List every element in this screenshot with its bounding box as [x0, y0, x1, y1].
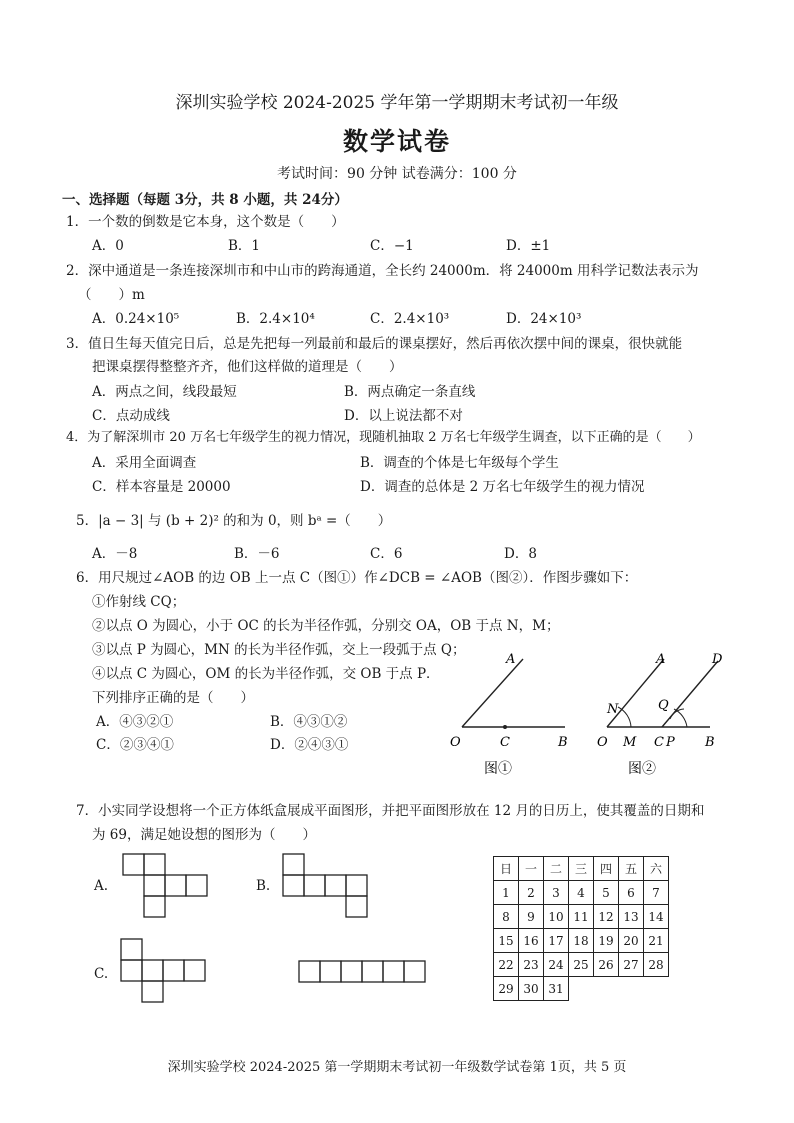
calendar-table — [493, 856, 669, 1001]
q4-option-d: D．调查的总体是 2 万名七年级学生的视力情况 — [360, 479, 645, 495]
q6-stem: 6．用尺规过∠AOB 的边 OB 上一点 C（图①）作∠DCB = ∠AOB（图②）．作图步骤如下： — [76, 570, 638, 586]
q5-option-c: C．6 — [370, 546, 403, 562]
q1-stem: 1．一个数的倒数是它本身，这个数是（ ） — [66, 214, 345, 230]
q5-option-a: A．－8 — [92, 546, 138, 562]
calendar-cell: 4 — [569, 881, 594, 905]
fig2-caption: 图② — [628, 761, 656, 777]
q1-option-b: B．1 — [228, 238, 261, 254]
calendar-cell: 10 — [544, 905, 569, 929]
q6-step-2: ②以点 O 为圆心，小于 OC 的长为半径作弧，分别交 OA，OB 于点 N，M； — [92, 618, 560, 634]
q7-stem-line2: 为 69，满足她设想的图形为（ ） — [92, 827, 316, 843]
q5-option-d: D．8 — [504, 546, 537, 562]
calendar-cell: 16 — [519, 929, 544, 953]
q2-option-b: B．2.4×10⁴ — [236, 311, 315, 327]
calendar-cell: 27 — [619, 953, 644, 977]
fig1-label-b: B — [558, 735, 568, 750]
fig2-label-d: D — [712, 652, 723, 667]
q2-option-a: A．0.24×10⁵ — [92, 311, 180, 327]
q3-stem-line1: 3．值日生每天值完日后，总是先把每一列最前和最后的课桌摆好，然后再依次摆中间的课桌，很快就能 — [66, 336, 683, 352]
calendar-cell: 20 — [619, 929, 644, 953]
q7-net-a — [120, 851, 212, 921]
calendar-row — [494, 881, 669, 905]
calendar-row — [494, 905, 669, 929]
fig2-label-m: M — [623, 735, 637, 750]
q3-option-a: A．两点之间，线段最短 — [92, 384, 237, 400]
q1-option-a: A．0 — [92, 238, 124, 254]
calendar-cell: 19 — [594, 929, 619, 953]
q4-option-b: B．调查的个体是七年级每个学生 — [360, 455, 559, 471]
q4-option-a: A．采用全面调查 — [92, 455, 197, 471]
calendar-row — [494, 929, 669, 953]
figure-1 — [440, 645, 590, 785]
calendar-cell: 9 — [519, 905, 544, 929]
calendar-cell: 17 — [544, 929, 569, 953]
q6-step-4: ④以点 C 为圆心，OM 的长为半径作弧，交 OB 于点 P． — [92, 666, 440, 682]
fig1-label-c: C — [500, 735, 510, 750]
calendar-cell: 26 — [594, 953, 619, 977]
calendar-cell: 7 — [644, 881, 669, 905]
q6-step-3: ③以点 P 为圆心，MN 的长为半径作弧，交上一段弧于点 Q； — [92, 642, 466, 658]
q1-option-c: C．−1 — [370, 238, 414, 254]
calendar-header: 二 — [544, 857, 569, 881]
calendar-cell: 22 — [494, 953, 519, 977]
calendar-cell: 23 — [519, 953, 544, 977]
q7-stem-line1: 7．小实同学设想将一个正方体纸盒展成平面图形，并把平面图形放在 12 月的日历上，使其覆盖的日期和 — [76, 803, 705, 819]
q2-stem-line1: 2．深中通道是一条连接深圳市和中山市的跨海通道，全长约 24000m．将 24000m 用科学记数法表示为 — [66, 263, 699, 279]
q6-option-b: B．④③①② — [270, 714, 348, 730]
calendar-header: 五 — [619, 857, 644, 881]
q3-option-d: D．以上说法都不对 — [344, 408, 463, 424]
calendar-cell: 30 — [519, 977, 544, 1001]
fig1-label-o: O — [450, 735, 461, 750]
calendar-header: 一 — [519, 857, 544, 881]
q3-option-b: B．两点确定一条直线 — [344, 384, 476, 400]
calendar-cell: 24 — [544, 953, 569, 977]
calendar-row — [494, 977, 669, 1001]
calendar-cell: 28 — [644, 953, 669, 977]
q6-prompt: 下列排序正确的是（ ） — [92, 690, 254, 706]
q7-option-a: A. — [94, 878, 109, 894]
calendar-cell: 29 — [494, 977, 519, 1001]
calendar-header-row — [494, 857, 669, 881]
calendar-cell: 8 — [494, 905, 519, 929]
q6-step-1: ①作射线 CQ； — [92, 594, 186, 610]
figure-2 — [592, 645, 737, 785]
fig2-label-p: P — [666, 735, 675, 750]
calendar-cell: 12 — [594, 905, 619, 929]
calendar-cell: 5 — [594, 881, 619, 905]
fig2-label-b: B — [705, 735, 715, 750]
q6-option-d: D．②④③① — [270, 737, 349, 753]
q3-stem-line2: 把课桌摆得整整齐齐，他们这样做的道理是（ ） — [92, 359, 403, 375]
q7-option-b: B. — [256, 878, 271, 894]
calendar-cell: 14 — [644, 905, 669, 929]
q6-option-a: A．④③②① — [96, 714, 174, 730]
q7-net-b — [280, 851, 372, 921]
calendar-cell: 13 — [619, 905, 644, 929]
fig2-label-q: Q — [658, 698, 669, 713]
fig2-label-c: C — [654, 735, 664, 750]
fig2-label-n: N — [607, 702, 619, 717]
q3-option-c: C．点动成线 — [92, 408, 170, 424]
section-heading: 一、选择题（每题 3分，共 8 小题，共 24分） — [62, 192, 348, 208]
calendar-cell: 25 — [569, 953, 594, 977]
calendar-header: 三 — [569, 857, 594, 881]
q2-stem-line2: （ ）m — [78, 287, 145, 303]
calendar-cell: 18 — [569, 929, 594, 953]
calendar-cell: 11 — [569, 905, 594, 929]
calendar-cell: 21 — [644, 929, 669, 953]
fig2-label-a: A — [656, 652, 666, 667]
calendar-cell: 2 — [519, 881, 544, 905]
fig2-label-o: O — [597, 735, 608, 750]
school-title: 深圳实验学校 2024-2025 学年第一学期期末考试初一年级 — [175, 93, 619, 113]
q7-net-d — [296, 958, 432, 986]
calendar-cell: 15 — [494, 929, 519, 953]
calendar-cell: 31 — [544, 977, 569, 1001]
calendar-cell: 3 — [544, 881, 569, 905]
fig1-caption: 图① — [484, 761, 512, 777]
q7-net-c — [118, 936, 210, 1006]
calendar-cell: 1 — [494, 881, 519, 905]
q2-option-c: C．2.4×10³ — [370, 311, 450, 327]
calendar-header: 日 — [494, 857, 519, 881]
calendar-cell: 6 — [619, 881, 644, 905]
q4-option-c: C．样本容量是 20000 — [92, 479, 231, 495]
calendar-header: 六 — [644, 857, 669, 881]
q5-option-b: B．－6 — [234, 546, 280, 562]
q4-stem: 4．为了解深圳市 20 万名七年级学生的视力情况，现随机抽取 2 万名七年级学生调查，以下正确的是（ ） — [66, 430, 701, 445]
page-title: 数学试卷 — [342, 127, 451, 156]
fig1-label-a: A — [506, 652, 516, 667]
q1-option-d: D．±1 — [506, 238, 551, 254]
calendar-header: 四 — [594, 857, 619, 881]
q5-stem: 5．|a − 3| 与 (b + 2)² 的和为 0，则 bᵃ =（ ） — [76, 513, 392, 529]
exam-info: 考试时间：90 分钟 试卷满分：100 分 — [277, 166, 517, 182]
page-footer: 深圳实验学校 2024-2025 第一学期期末考试初一年级数学试卷第 1页，共 5 页 — [167, 1060, 627, 1075]
q2-option-d: D．24×10³ — [506, 311, 582, 327]
calendar-row — [494, 953, 669, 977]
q7-option-c: C. — [94, 966, 109, 982]
q6-option-c: C．②③④① — [96, 737, 174, 753]
